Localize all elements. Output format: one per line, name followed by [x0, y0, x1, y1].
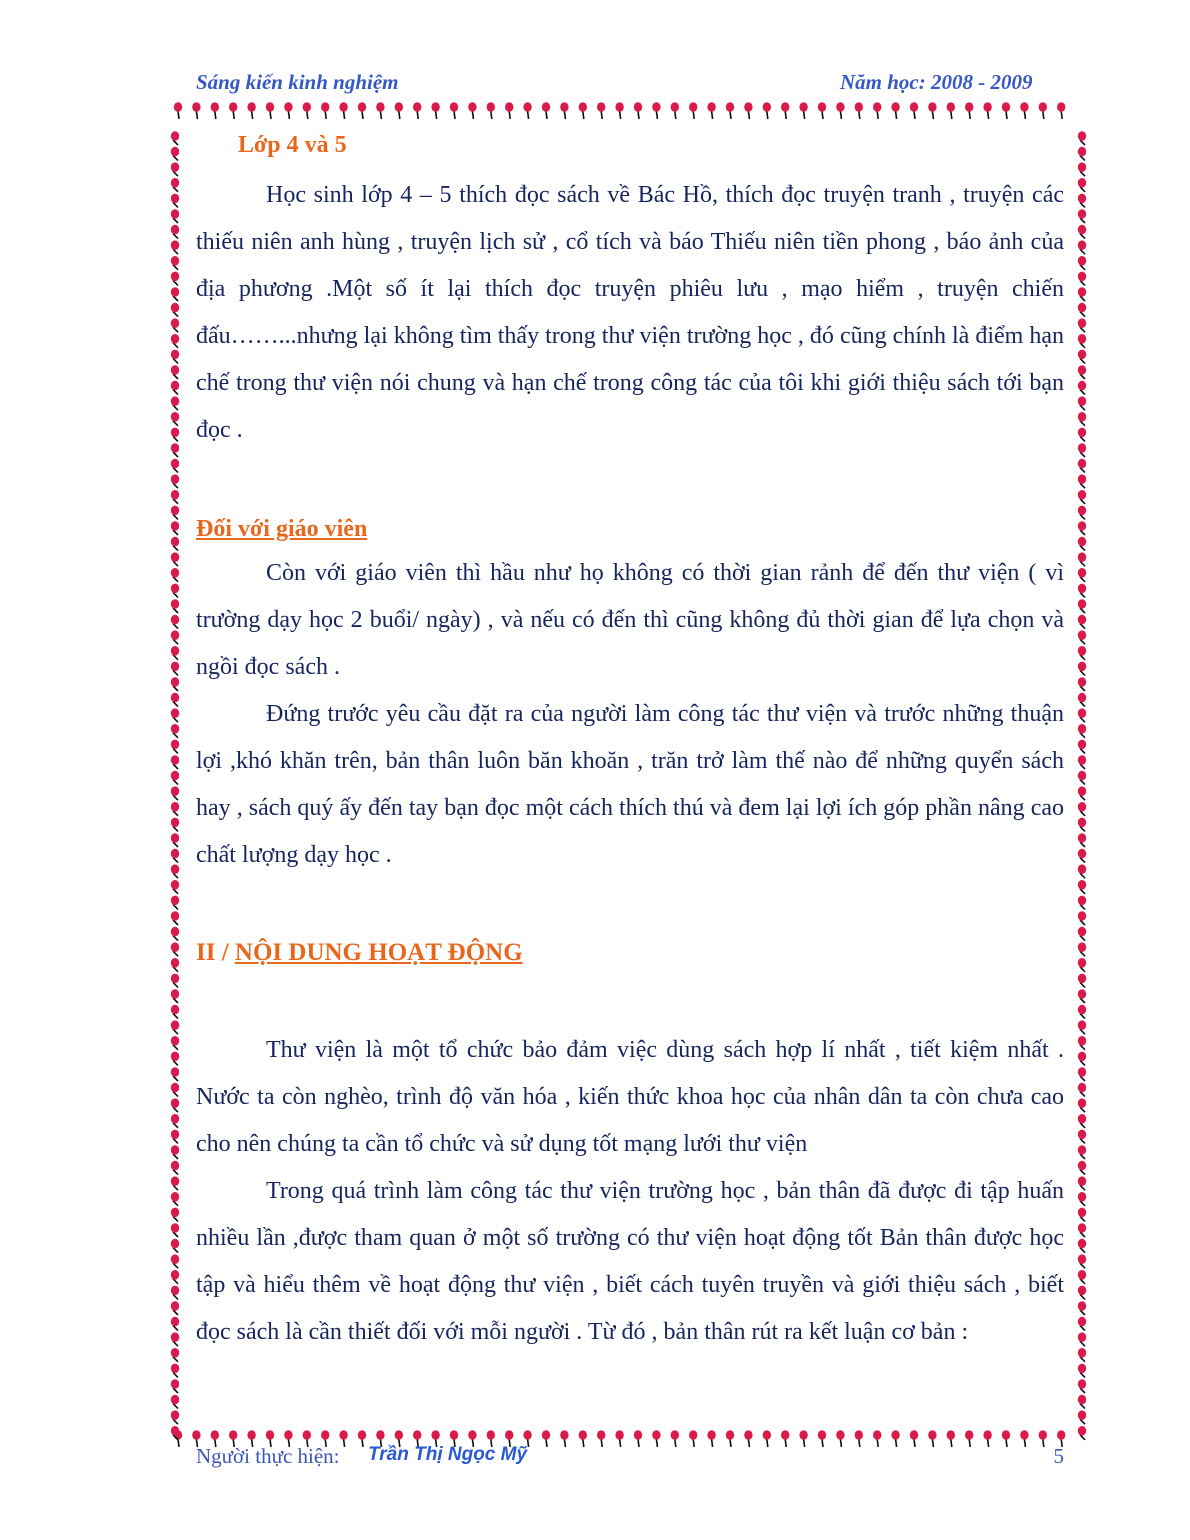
pin-flower-icon [1057, 102, 1065, 119]
pin-flower-icon [1078, 1161, 1086, 1175]
pin-flower-icon [505, 102, 513, 119]
pin-flower-icon [171, 864, 179, 878]
pin-flower-icon [171, 412, 179, 426]
grade-heading: Lớp 4 và 5 [238, 132, 347, 158]
pin-flower-icon [1078, 1410, 1086, 1424]
pin-flower-icon [707, 102, 715, 119]
pin-flower-icon [1078, 1067, 1086, 1081]
pin-flower-icon [171, 1395, 179, 1409]
pin-flower-icon [171, 958, 179, 972]
pin-flower-icon [171, 1317, 179, 1331]
pin-flower-icon [1078, 818, 1086, 832]
border-top [168, 100, 1086, 126]
pin-flower-icon [1078, 1036, 1086, 1050]
pin-flower-icon [1078, 225, 1086, 239]
pin-flower-icon [171, 771, 179, 785]
pin-flower-icon [171, 1254, 179, 1268]
pin-flower-icon [171, 1223, 179, 1237]
pin-flower-icon [171, 1426, 179, 1440]
pin-flower-icon [1078, 849, 1086, 863]
page-content [196, 130, 1064, 1356]
pin-flower-icon [171, 1145, 179, 1159]
pin-flower-icon [171, 989, 179, 1003]
pin-flower-icon [1078, 1005, 1086, 1019]
header-right: Năm học: 2008 - 2009 [840, 70, 1033, 94]
pin-flower-icon [1078, 724, 1086, 738]
pin-flower-icon [171, 303, 179, 317]
pin-flower-icon [1078, 662, 1086, 676]
pin-flower-icon [1078, 506, 1086, 520]
pin-flower-icon [171, 724, 179, 738]
pin-flower-icon [855, 102, 863, 119]
teacher-paragraph-1: Còn với giáo viên thì hầu như họ không có thời gian rảnh để đến thư viện ( vì trường dạy học 2 buổi/ ngày) , và nếu có đến thì cũng không đủ thời gian để lựa chọn và ngồi đọc sách . [196, 560, 1064, 680]
pin-flower-icon [1078, 1020, 1086, 1034]
pin-flower-icon [171, 615, 179, 629]
pin-flower-icon [1002, 102, 1010, 119]
pin-flower-icon [171, 552, 179, 566]
pin-flower-icon [303, 102, 311, 119]
pin-flower-icon [171, 880, 179, 894]
pin-flower-icon [836, 102, 844, 119]
pin-flower-icon [983, 102, 991, 119]
section-ii-paragraph-2: Trong quá trình làm công tác thư viện trường học , bản thân đã được đi tập huấn nhiều lần ,được tham quan ở một số trường có thư viện hoạt động tốt Bản thân được học tập và hiểu thêm về hoạt động thư viện , biết cách tuyên truyền và giới thiệu sách , biết đọc sách là cần thiết đối với mỗi người . Từ đó , bản thân rút ra kết luận cơ bản : [196, 1178, 1064, 1345]
pin-flower-icon [1078, 1223, 1086, 1237]
pin-flower-icon [560, 102, 568, 119]
pin-flower-icon [891, 102, 899, 119]
pin-flower-icon [321, 102, 329, 119]
pin-flower-icon [1078, 428, 1086, 442]
pin-flower-icon [1078, 599, 1086, 613]
pin-flower-icon [1078, 1348, 1086, 1362]
pin-flower-icon [171, 942, 179, 956]
pin-flower-icon [1078, 147, 1086, 161]
pin-flower-icon [597, 102, 605, 119]
pin-flower-icon [171, 740, 179, 754]
pin-flower-icon [192, 102, 200, 119]
pin-flower-icon [1078, 958, 1086, 972]
pin-flower-icon [1078, 365, 1086, 379]
pin-flower-icon [763, 102, 771, 119]
pin-flower-icon [1078, 833, 1086, 847]
pin-flower-icon [171, 849, 179, 863]
pin-flower-icon [1078, 1286, 1086, 1300]
pin-flower-icon [1078, 412, 1086, 426]
footer-label: Người thực hiện: [196, 1444, 340, 1468]
pin-flower-icon [171, 1379, 179, 1393]
pin-flower-icon [171, 506, 179, 520]
pin-flower-icon [171, 272, 179, 286]
pin-flower-icon [928, 102, 936, 119]
pin-flower-icon [171, 443, 179, 457]
pin-flower-icon [358, 102, 366, 119]
pin-flower-icon [171, 1332, 179, 1346]
pin-flower-icon [1078, 131, 1086, 145]
pin-flower-icon [171, 1098, 179, 1112]
pin-flower-icon [1078, 381, 1086, 395]
footer [196, 1444, 1064, 1474]
pin-flower-icon [171, 568, 179, 582]
pin-flower-icon [171, 599, 179, 613]
pin-flower-icon [1078, 552, 1086, 566]
pin-flower-icon [171, 537, 179, 551]
pin-flower-icon [1078, 490, 1086, 504]
pin-flower-icon [542, 102, 550, 119]
pin-flower-icon [1078, 256, 1086, 270]
pin-flower-icon [579, 102, 587, 119]
pin-flower-icon [671, 102, 679, 119]
pin-flower-icon [171, 396, 179, 410]
pin-flower-icon [1078, 568, 1086, 582]
pin-flower-icon [1078, 287, 1086, 301]
pin-flower-icon [1078, 880, 1086, 894]
pin-flower-icon [1078, 1270, 1086, 1284]
pin-flower-icon [171, 1114, 179, 1128]
pin-flower-icon [171, 334, 179, 348]
pin-flower-icon [376, 102, 384, 119]
pin-flower-icon [171, 708, 179, 722]
pin-flower-icon [1078, 911, 1086, 925]
section-ii-paragraph-1: Thư viện là một tổ chức bảo đảm việc dùng sách hợp lí nhất , tiết kiệm nhất . Nước ta còn nghèo, trình độ văn hóa , kiến thức khoa học của nhân dân ta còn chưa cao cho nên chúng ta cần tổ chức và sử dụng tốt mạng lưới thư viện [196, 1037, 1064, 1157]
pin-flower-icon [395, 102, 403, 119]
pin-flower-icon [689, 102, 697, 119]
pin-flower-icon [1078, 396, 1086, 410]
pin-flower-icon [171, 1067, 179, 1081]
pin-flower-icon [171, 209, 179, 223]
pin-flower-icon [171, 1192, 179, 1206]
pin-flower-icon [171, 474, 179, 488]
pin-flower-icon [744, 102, 752, 119]
footer-author: Trần Thị Ngọc Mỹ [368, 1444, 528, 1465]
pin-flower-icon [1078, 1114, 1086, 1128]
pin-flower-icon [171, 1005, 179, 1019]
pin-flower-icon [171, 225, 179, 239]
pin-flower-icon [1078, 178, 1086, 192]
pin-flower-icon [171, 646, 179, 660]
pin-flower-icon [171, 1270, 179, 1284]
pin-flower-icon [910, 102, 918, 119]
pin-flower-icon [171, 833, 179, 847]
pin-flower-icon [171, 693, 179, 707]
pin-flower-icon [1020, 102, 1028, 119]
pin-flower-icon [799, 102, 807, 119]
pin-flower-icon [468, 102, 476, 119]
pin-flower-icon [726, 102, 734, 119]
pin-flower-icon [171, 1410, 179, 1424]
pin-flower-icon [1078, 1317, 1086, 1331]
pin-flower-icon [171, 786, 179, 800]
pin-flower-icon [1078, 318, 1086, 332]
pin-flower-icon [615, 102, 623, 119]
pin-flower-icon [1078, 459, 1086, 473]
pin-flower-icon [171, 1208, 179, 1222]
pin-flower-icon [171, 1286, 179, 1300]
pin-flower-icon [1078, 537, 1086, 551]
pin-flower-icon [171, 194, 179, 208]
pin-flower-icon [171, 677, 179, 691]
pin-flower-icon [171, 147, 179, 161]
pin-flower-icon [1078, 474, 1086, 488]
teacher-heading: Đối với giáo viên [196, 516, 368, 542]
pin-flower-icon [1078, 646, 1086, 660]
pin-flower-icon [1078, 1052, 1086, 1066]
pin-flower-icon [634, 102, 642, 119]
pin-flower-icon [171, 240, 179, 254]
pin-flower-icon [171, 662, 179, 676]
pin-flower-icon [171, 256, 179, 270]
pin-flower-icon [1078, 864, 1086, 878]
pin-flower-icon [1078, 1176, 1086, 1190]
pin-flower-icon [652, 102, 660, 119]
pin-flower-icon [229, 102, 237, 119]
pin-flower-icon [171, 1364, 179, 1378]
pin-flower-icon [523, 102, 531, 119]
pin-flower-icon [1078, 708, 1086, 722]
pin-flower-icon [171, 802, 179, 816]
pin-flower-icon [1078, 334, 1086, 348]
pin-flower-icon [171, 162, 179, 176]
pin-flower-icon [1078, 755, 1086, 769]
page-number: 5 [1053, 1444, 1064, 1468]
pin-flower-icon [171, 490, 179, 504]
pin-flower-icon [1078, 1254, 1086, 1268]
pin-flower-icon [1078, 350, 1086, 364]
pin-flower-icon [1078, 1379, 1086, 1393]
pin-flower-icon [1078, 615, 1086, 629]
pin-flower-icon [1078, 1145, 1086, 1159]
pin-flower-icon [1078, 942, 1086, 956]
pin-flower-icon [171, 1301, 179, 1315]
pin-flower-icon [873, 102, 881, 119]
pin-flower-icon [171, 1161, 179, 1175]
pin-flower-icon [1078, 1083, 1086, 1097]
pin-flower-icon [171, 428, 179, 442]
pin-flower-icon [1078, 1098, 1086, 1112]
pin-flower-icon [171, 1239, 179, 1253]
pin-flower-icon [171, 131, 179, 145]
pin-flower-icon [171, 1036, 179, 1050]
teacher-paragraph-2: Đứng trước yêu cầu đặt ra của người làm công tác thư viện và trước những thuận lợi ,khó khăn trên, bản thân luôn băn khoăn , trăn trở làm thế nào để những quyển sách hay , sách quý ấy đến tay bạn đọc một cách thích thú và đem lại lợi ích góp phần nâng cao chất lượng dạy học . [196, 701, 1064, 868]
pin-flower-icon [1078, 1426, 1086, 1440]
pin-flower-icon [1078, 1239, 1086, 1253]
pin-flower-icon [171, 755, 179, 769]
pin-flower-icon [1078, 1301, 1086, 1315]
pin-flower-icon [1078, 740, 1086, 754]
border-left [166, 100, 186, 1454]
pin-flower-icon [1078, 974, 1086, 988]
pin-flower-icon [1078, 240, 1086, 254]
pin-flower-icon [818, 102, 826, 119]
pin-flower-icon [1078, 896, 1086, 910]
pin-flower-icon [1078, 1364, 1086, 1378]
pin-flower-icon [171, 365, 179, 379]
border-right [1072, 100, 1092, 1454]
pin-flower-icon [1078, 693, 1086, 707]
pin-flower-icon [1078, 1130, 1086, 1144]
pin-flower-icon [947, 102, 955, 119]
pin-flower-icon [1078, 1395, 1086, 1409]
pin-flower-icon [171, 1020, 179, 1034]
pin-flower-icon [1039, 102, 1047, 119]
pin-flower-icon [171, 1130, 179, 1144]
pin-flower-icon [171, 584, 179, 598]
pin-flower-icon [1078, 1332, 1086, 1346]
pin-flower-icon [1078, 162, 1086, 176]
pin-flower-icon [1078, 630, 1086, 644]
pin-flower-icon [1078, 521, 1086, 535]
pin-flower-icon [171, 1348, 179, 1362]
pin-flower-icon [339, 102, 347, 119]
pin-flower-icon [450, 102, 458, 119]
pin-flower-icon [171, 381, 179, 395]
pin-flower-icon [247, 102, 255, 119]
pin-flower-icon [171, 911, 179, 925]
pin-flower-icon [171, 974, 179, 988]
pin-flower-icon [284, 102, 292, 119]
pin-flower-icon [171, 350, 179, 364]
pin-flower-icon [413, 102, 421, 119]
header-left: Sáng kiến kinh nghiệm [196, 70, 399, 94]
pin-flower-icon [171, 459, 179, 473]
pin-flower-icon [1078, 771, 1086, 785]
section-ii-heading [196, 937, 1064, 969]
pin-flower-icon [781, 102, 789, 119]
pin-flower-icon [171, 1083, 179, 1097]
pin-flower-icon [1078, 786, 1086, 800]
pin-flower-icon [171, 1052, 179, 1066]
pin-flower-icon [487, 102, 495, 119]
pin-flower-icon [1078, 927, 1086, 941]
pin-flower-icon [1078, 272, 1086, 286]
pin-flower-icon [211, 102, 219, 119]
pin-flower-icon [171, 287, 179, 301]
pin-flower-icon [171, 818, 179, 832]
pin-flower-icon [1078, 1192, 1086, 1206]
pin-flower-icon [1078, 443, 1086, 457]
pin-flower-icon [1078, 584, 1086, 598]
pin-flower-icon [171, 521, 179, 535]
pin-flower-icon [1078, 303, 1086, 317]
pin-flower-icon [431, 102, 439, 119]
pin-flower-icon [1078, 802, 1086, 816]
section-ii-title: NỘI DUNG HOẠT ĐỘNG [234, 939, 523, 966]
pin-flower-icon [171, 896, 179, 910]
pin-flower-icon [1078, 677, 1086, 691]
pin-flower-icon [171, 178, 179, 192]
pin-flower-icon [1078, 989, 1086, 1003]
grade-paragraph: Học sinh lớp 4 – 5 thích đọc sách về Bác Hồ, thích đọc truyện tranh , truyện các thiếu niên anh hùng , truyện lịch sử , cổ tích và báo Thiếu niên tiền phong , báo ảnh của địa phương .Một số ít lại thích đọc truyện phiêu lưu , mạo hiểm , truyện chiến đấu……...nhưng lại không tìm thấy trong thư viện trường học , đó cũng chính là điểm hạn chế trong thư viện nói chung và hạn chế trong công tác của tôi khi giới thiệu sách tới bạn đọc . [196, 182, 1064, 443]
pin-flower-icon [171, 927, 179, 941]
pin-flower-icon [1078, 194, 1086, 208]
pin-flower-icon [965, 102, 973, 119]
pin-flower-icon [266, 102, 274, 119]
pin-flower-icon [1078, 209, 1086, 223]
section-ii-prefix: II / [196, 939, 235, 966]
pin-flower-icon [171, 630, 179, 644]
pin-flower-icon [171, 1176, 179, 1190]
pin-flower-icon [171, 318, 179, 332]
pin-flower-icon [1078, 1208, 1086, 1222]
